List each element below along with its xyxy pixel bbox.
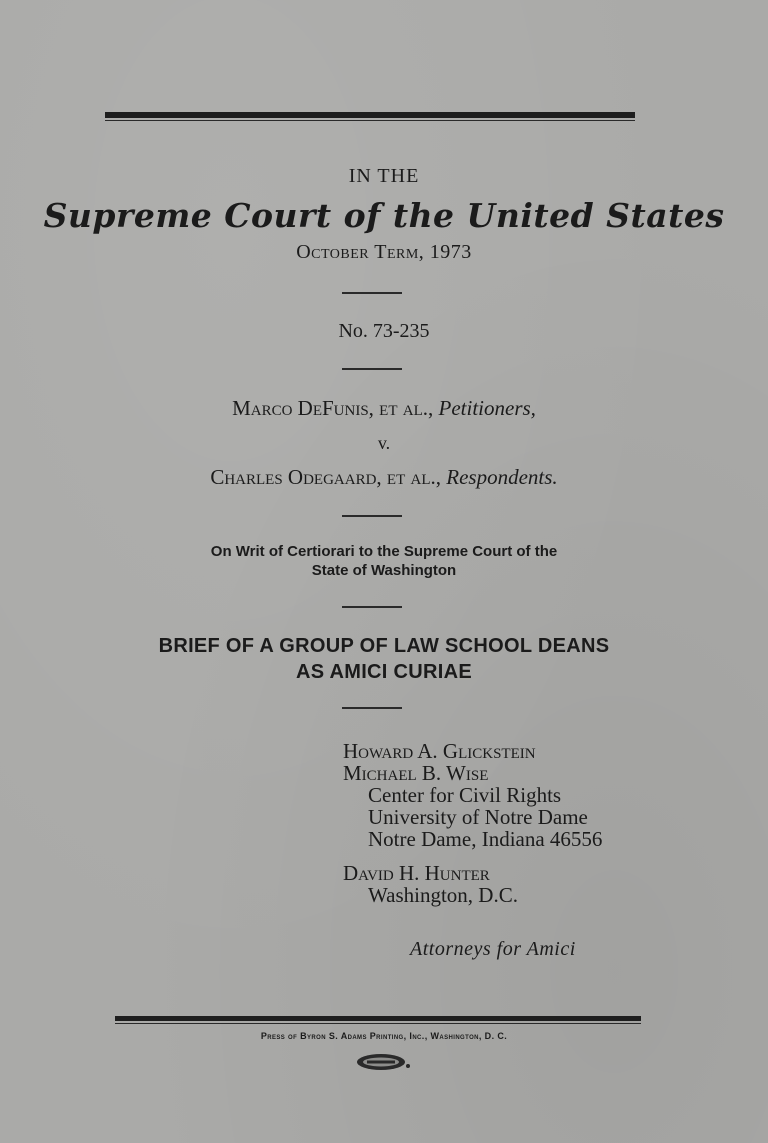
- top-rule-thin: [105, 120, 635, 121]
- counsel-address-line: Notre Dame, Indiana 46556: [368, 827, 603, 851]
- writ-line: On Writ of Certiorari to the Supreme Court of the: [210, 543, 558, 560]
- in-the-label: IN THE: [348, 165, 420, 187]
- bottom-rule: [115, 1016, 641, 1021]
- counsel-name: David H. Hunter: [343, 861, 490, 885]
- case-number: No. 73-235: [338, 320, 430, 342]
- court-name: Supreme Court of the United States: [43, 196, 725, 235]
- petitioner-role: Petitioners,: [438, 396, 536, 420]
- versus-label: v.: [377, 433, 391, 453]
- respondent-role: Respondents.: [446, 465, 558, 489]
- divider-rule: [342, 292, 402, 294]
- writ-line: State of Washington: [311, 562, 457, 579]
- petitioner-name: Marco DeFunis, et al.,: [232, 396, 434, 420]
- brief-title-line: AS AMICI CURIAE: [296, 661, 472, 683]
- top-rule: [105, 112, 635, 118]
- divider-rule: [342, 515, 402, 517]
- counsel-name: Howard A. Glickstein: [343, 739, 536, 763]
- petitioner-line: [0, 396, 768, 421]
- counsel-name: Michael B. Wise: [343, 761, 489, 785]
- divider-rule: [342, 606, 402, 608]
- respondent-line: [0, 465, 768, 490]
- brief-title: [0, 633, 768, 685]
- brief-title-line: BRIEF OF A GROUP OF LAW SCHOOL DEANS: [158, 635, 610, 657]
- divider-rule: [342, 707, 402, 709]
- union-label-icon: [355, 1052, 411, 1072]
- counsel-address-line: Washington, D.C.: [368, 883, 518, 907]
- counsel-address-line: University of Notre Dame: [368, 805, 588, 829]
- bottom-rule-thin: [115, 1023, 641, 1024]
- divider-rule: [342, 368, 402, 370]
- counsel-block: [343, 740, 602, 906]
- printer-imprint: Press of Byron S. Adams Printing, Inc., Washington, D. C.: [260, 1031, 508, 1041]
- respondent-name: Charles Odegaard, et al.,: [210, 465, 441, 489]
- court-term: October Term, 1973: [296, 241, 472, 263]
- writ-statement: [0, 542, 768, 580]
- counsel-address-line: Center for Civil Rights: [368, 783, 562, 807]
- attorneys-for-amici: Attorneys for Amici: [410, 938, 576, 960]
